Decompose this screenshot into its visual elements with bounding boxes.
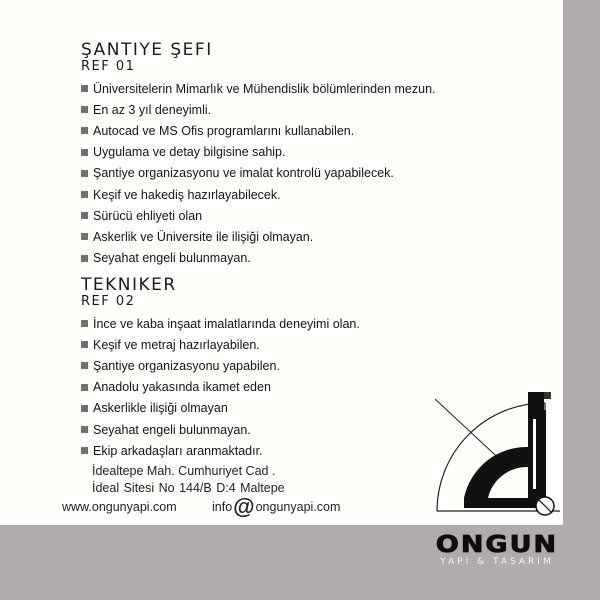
reference-code: REF 01 [81,59,136,74]
list-item [81,377,360,398]
list-item [81,313,360,334]
list-item [81,99,436,120]
square-bullet-icon [81,170,88,177]
list-item [81,398,360,419]
list-item [81,248,436,269]
square-bullet-icon [81,405,88,412]
requirement-text: Autocad ve MS Ofis programlarını kullanabilen. [93,123,355,138]
list-item [81,120,436,141]
address-line: İdeal Sitesi No 144/B D:4 Maltepe [92,481,285,495]
list-item [81,205,436,226]
email-link[interactable] [212,494,341,519]
email-user: info [212,499,233,514]
square-bullet-icon [81,191,88,198]
requirement-text: Askerlik ve Üniversite ile ilişiği olmayan. [93,229,314,244]
requirement-text: Askerlikle ilişiği olmayan [93,401,228,416]
list-item [81,334,360,355]
contact-block [62,463,341,519]
requirement-text: Uygulama ve detay bilgisine sahip. [93,145,286,160]
requirement-list [81,313,360,461]
requirement-text: Şantiye organizasyonu yapabilen. [93,358,280,373]
email-domain: ongunyapi.com [255,499,341,514]
address-line: İdealtepe Mah. Cumhuriyet Cad . [92,464,276,478]
brand-logo [427,531,567,567]
list-item [81,419,360,440]
square-bullet-icon [81,85,88,92]
square-bullet-icon [81,341,88,348]
requirement-text: İnce ve kaba inşaat imalatlarında deneyimi olan. [93,316,360,331]
list-item [81,440,360,461]
requirement-text: Keşif ve hakediş hazırlayabilecek. [93,187,281,202]
square-bullet-icon [81,149,88,156]
list-item [81,142,436,163]
square-bullet-icon [81,255,88,262]
section-title: TEKNIKER [81,275,177,295]
square-bullet-icon [81,362,88,369]
website-link[interactable]: www.ongunyapi.com [62,499,177,514]
section-title: ŞANTIYE ŞEFI [81,40,213,60]
list-item [81,78,436,99]
requirement-text: Şantiye organizasyonu ve imalat kontrolü yapabilecek. [93,166,394,181]
job-section-site-chief [81,40,436,269]
square-bullet-icon [81,320,88,327]
square-bullet-icon [81,426,88,433]
square-bullet-icon [81,447,88,454]
compass-logo-icon [425,377,563,523]
job-section-technician [81,275,360,461]
requirement-text: Seyahat engeli bulunmayan. [93,251,251,266]
list-item [81,355,360,376]
list-item [81,163,436,184]
requirement-text: Keşif ve metraj hazırlayabilen. [93,337,260,352]
requirement-list [81,78,436,269]
brand-tagline: YAPI & TASARIM [440,557,554,567]
requirement-text: En az 3 yıl deneyimli. [93,102,212,117]
requirement-text: Anadolu yakasında ikamet eden [93,380,271,395]
square-bullet-icon [81,106,88,113]
requirement-text: Seyahat engeli bulunmayan. [93,422,251,437]
list-item [81,184,436,205]
requirement-text: Sürücü ehliyeti olan [93,208,203,223]
square-bullet-icon [81,127,88,134]
square-bullet-icon [81,233,88,240]
contact-row [62,494,341,519]
requirement-text: Üniversitelerin Mimarlık ve Mühendislik bölümlerinden mezun. [93,81,436,96]
at-sign-icon: @ [233,494,255,519]
requirement-text: Ekip arkadaşları aranmaktadır. [93,443,263,458]
square-bullet-icon [81,212,88,219]
brand-name: ONGUN [435,531,559,558]
square-bullet-icon [81,384,88,391]
reference-code: REF 02 [81,294,136,309]
list-item [81,226,436,247]
